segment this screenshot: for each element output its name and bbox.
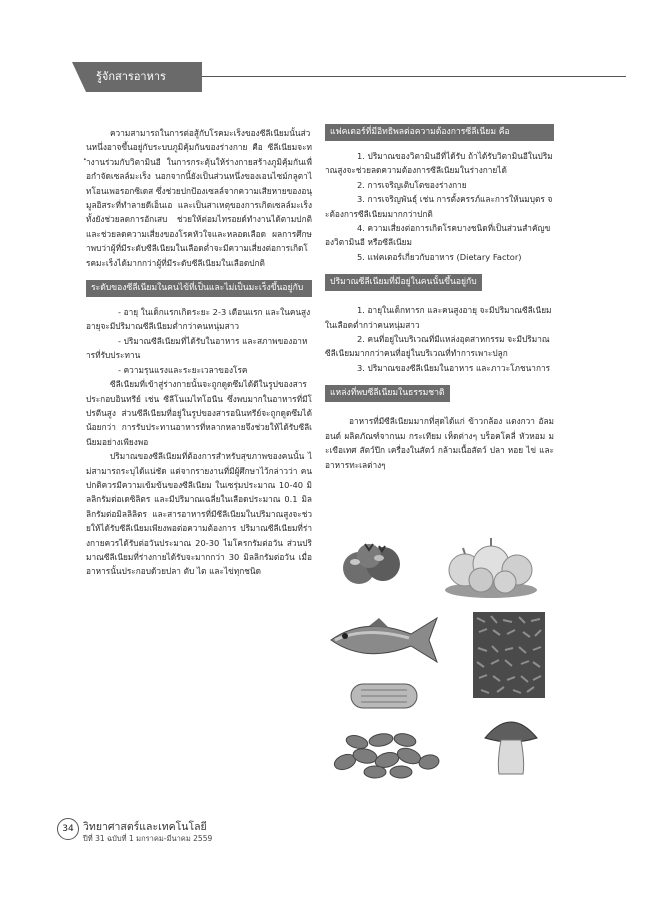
sources-paragraph: อาหารที่มีซีลีเนียมมากที่สุดได้แก่ ข้าวกล้อง แตงกวา อัลมอนด์ ผลิตภัณฑ์จากนม กระเทียม เห็ดต่างๆ บร็อคโคลี่ หัวหอม มะเขือเทศ สัตว์ปีก เครื่องในสัตว์ กล้ามเนื้อสัตว์ ปลา หอย ไข่ และอาหารทะเลต่างๆ [325, 416, 554, 470]
food-photo-collage [325, 530, 554, 780]
intro-paragraph: ความสามารถในการต่อสู้กับโรคมะเร็งของซีลีเนียมนั้นส่วนหนึ่งอาจขึ้นอยู่กับระบบภูมิคุ้มกันของร่างกาย คือ ซีลีเนียมจะทำงานร่วมกับวิตามินอี ในการกระตุ้นให้ร่างกายสร้างภูมิคุ้มกันเพื่อกำจัดเซลล์มะเร็ง นอกจากนี้ยังเป็นส่วนหนึ่งของเอนไซม์กลูตาไทโอนเพอรอกซิเดส ซึ่งช่วยปกป้องเซลล์จากความเสียหายของอนุมูลอิสระที่ทำลายดีเอ็นเอ และเป็นสาเหตุของการเกิดเซลล์มะเร็ง ทั้งยังช่วยลดการอักเสบ ช่วยให้ต่อมไทรอยด์ทำงานได้ตามปกติ และช่วยลดความเสี่ยงของโรคหัวใจและหลอดเลือด ผลการศึกษาพบว่าผู้ที่มีระดับซีลีเนียมในเลือดต่ำจะมีความเสี่ยงต่อการเกิดโรคมะเร็งได้มากกว่าผู้ที่มีระดับซีลีเนียมในเลือดปกติ [86, 128, 312, 268]
list-item: 3. ปริมาณของซีลีเนียมในอาหาร และภาวะโภชนาการ [357, 362, 551, 373]
list-item: 4. ความเสี่ยงต่อการเกิดโรคบางชนิดที่เป็นส่วนสำคัญของวิตามินอี หรือซีลีเนียม [325, 223, 551, 248]
tomatoes-image [339, 534, 405, 590]
brown-rice-image [473, 612, 545, 698]
garlic-image [443, 536, 539, 598]
section-heading-selenium-levels: ระดับของซีลีเนียมในคนไข้ที่เป็นและไม่เป็นมะเร็งขึ้นอยู่กับ [86, 280, 312, 297]
list-item: - อายุ ในเด็กแรกเกิดระยะ 2-3 เดือนแรก และในคนสูงอายุจะมีปริมาณซีลีเนียมต่ำกว่าคนหนุ่มสาว [86, 307, 311, 332]
list-item: 1. ปริมาณของวิตามินอีที่ได้รับ ถ้าได้รับวิตามินอีในปริมาณสูงจะช่วยลดความต้องการซีลีเนียมในร่างกายได้ [325, 151, 553, 176]
list-item: - ความรุนแรงและระยะเวลาของโรค [118, 364, 248, 375]
list-item: 1. อายุในเด็กทารก และคนสูงอายุ จะมีปริมาณซีลีเนียมในเลือดต่ำกว่าคนหนุ่มสาว [325, 305, 552, 330]
journal-title: วิทยาศาสตร์และเทคโนโลยี [83, 821, 207, 833]
section-header-tab: รู้จักสารอาหาร [86, 62, 202, 92]
list-item: 3. การเจริญพันธุ์ เช่น การตั้งครรภ์และการให้นมบุตร จะต้องการซีลีเนียมมากกว่าปกติ [325, 194, 553, 219]
right-column [325, 124, 554, 472]
body-paragraph: ปริมาณของซีลีเนียมที่ต้องการสำหรับสุขภาพของคนนั้น ไม่สามารถระบุได้แน่ชัด แต่จากรายงานที่มีผู้ศึกษาไว้กล่าวว่า คนปกติควรมีความเข้มข้นของซีลีเนียม ในเซรุ่มประมาณ 10-40 มิลลิกรัมต่อเดซิลิตร และมีปริมาณเฉลี่ยในเลือดประมาณ 0.1 มิลลิกรัมต่อมิลลิลิตร และสารอาหารที่มีซีลีเนียมในปริมาณสูงจะช่วยให้ได้รับซีลีเนียมเพียงพอต่อความต้องการ ปริมาณซีลีเนียมที่ร่างกายควรได้รับต่อวันประมาณ 20-30 ไมโครกรัมต่อวัน ส่วนปริมาณซีลีเนียมที่ร่างกายได้รับจะมากกว่า 30 มิลลิกรัมต่อวัน เมื่ออาหารนั้นประกอบด้วยปลา ตับ ไต และไข่ทุกชนิด [86, 451, 312, 577]
list-item: 2. การเจริญเติบโตของร่างกาย [357, 179, 467, 190]
left-column [86, 126, 312, 579]
list-item: - ปริมาณซีลีเนียมที่ได้รับในอาหาร และสภาพของอาหารที่รับประทาน [86, 335, 308, 361]
body-paragraph: ซีลีเนียมที่เข้าสู่ร่างกายนั้นจะถูกดูดซึมได้ดีในรูปของสารประกอบอินทรีย์ เช่น ซีลีโนเมไทโอนีน ซึ่งพบมากในอาหารที่มีโปรตีนสูง ส่วนซีลีเนียมที่อยู่ในรูปของสารอนินทรีย์จะถูกดูดซึมได้น้อยกว่า การรับประทานอาหารที่หลากหลายจึงช่วยให้ได้รับซีลีเนียมอย่างเพียงพอ [86, 379, 312, 447]
mushroom-image [481, 712, 541, 778]
page-number: 34 [57, 818, 79, 840]
list-item: 2. คนที่อยู่ในบริเวณที่มีแหล่งอุตสาหกรรม จะมีปริมาณซีลีเนียมมากกว่าคนที่อยู่ในบริเวณที่ทำการเพาะปลูก [325, 334, 550, 359]
cucumber-image [347, 678, 421, 714]
journal-issue: ปีที่ 31 ฉบับที่ 1 มกราคม-มีนาคม 2559 [83, 834, 213, 843]
section-heading-sources: แหล่งที่พบซีลีเนียมในธรรมชาติ [325, 385, 450, 402]
almonds-image [331, 726, 441, 780]
fish-image [325, 610, 445, 670]
section-heading-amount: ปริมาณซีลีเนียมที่มีอยู่ในคนนั้นขึ้นอยู่กับ [325, 274, 482, 291]
section-heading-factors: แฟคเตอร์ที่มีอิทธิพลต่อความต้องการซีลีเนียม คือ [325, 124, 554, 141]
list-item: 5. แฟคเตอร์เกี่ยวกับอาหาร (Dietary Factor) [357, 251, 522, 262]
